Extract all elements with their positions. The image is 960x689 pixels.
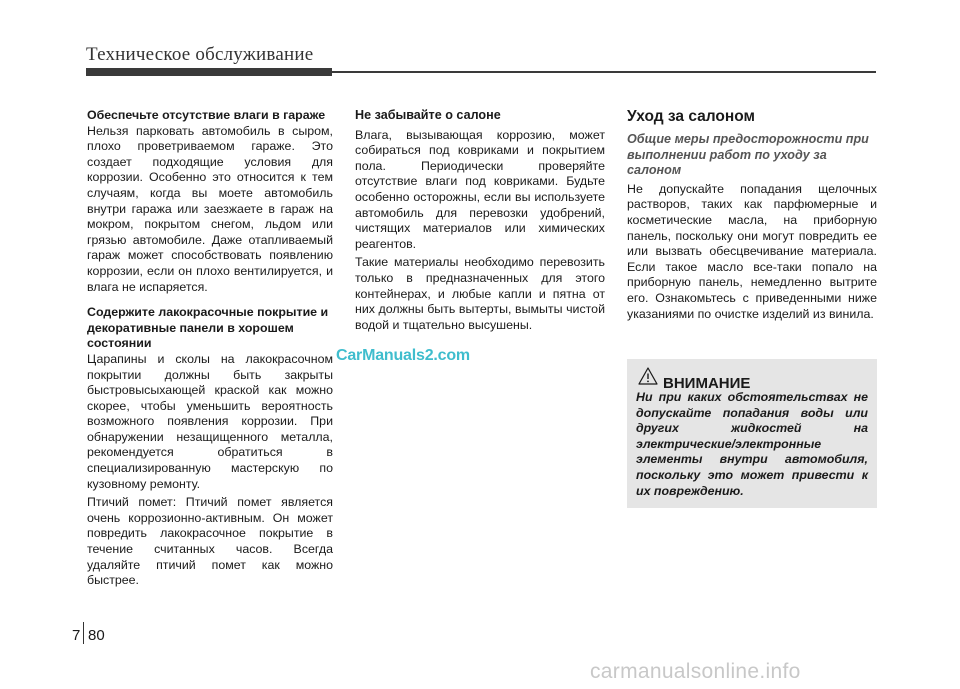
warning-box (627, 359, 877, 508)
column-3 (627, 108, 877, 322)
subsection-title-precautions: Общие меры предосторожности при выполнении работ по уходу за салоном (627, 132, 869, 178)
paragraph-paint: Царапины и сколы на лакокрасочном покрытии должны быть закрыты быстровысыхающей краской как можно скорее, чтобы уменьшить вероятность возможного появления коррозии. При обнаружении незащищенного металла, рекомендуется обратиться в специализированную мастерскую по кузовному ремонту. (87, 351, 333, 491)
paragraph-interior-moisture: Влага, вызывающая коррозию, может собираться под ковриками и покрытием пола. Периодически проверяйте отсутствие влаги под ковриками. Будьте особенно осторожны, если вы используете автомобиль для перевозки удобрений, чистящих материалов или химических реагентов. (355, 127, 605, 251)
warning-title: ВНИМАНИЕ (663, 375, 751, 392)
warning-triangle-icon (637, 365, 659, 392)
page-number: 80 (88, 627, 105, 644)
header-rule (332, 71, 876, 73)
paragraph-interior-care: Не допускайте попадания щелочных растворов, таких как парфюмерные и косметические масла, на приборную панель, поскольку они могут повредить ее или вызвать обесцвечивание материала. Если такое масло все-таки попало на приборную панель, немедленно вытрите его. Ознакомьтесь с приведенными ниже указаниями по очистке изделий из винила. (627, 181, 877, 321)
heading-paint-care: Содержите лакокрасочные покрытие и декоративные панели в хорошем состоянии (87, 305, 329, 351)
header-bar (86, 68, 332, 76)
warning-header (637, 365, 750, 392)
page-header-title: Техническое обслуживание (86, 44, 314, 65)
heading-moisture-garage: Обеспечьте отсутствие влаги в гараже (87, 108, 326, 122)
column-1 (87, 108, 333, 589)
watermark-carmanuals: CarManuals2.com (336, 347, 470, 364)
paragraph-containers: Такие материалы необходимо перевозить только в предназначенных для этого контейнерах, и любые капли и пятна от них должны быть вытерты, вымыты чистой водой и тщательно высушены. (355, 255, 605, 332)
heading-interior: Не забывайте о салоне (355, 108, 501, 122)
paragraph-garage: Нельзя парковать автомобиль в сыром, плохо проветриваемом гараже. Это создает подходящие условия для коррозии. Особенно это относится к тем случаям, когда вы моете автомобиль внутри гаража или заезжаете в гараж на мокром, покрытом снегом, льдом или грязью автомобиле. Даже отапливаемый гараж может способствовать появлению коррозии, если он плохо вентилируется, и влага не испаряется. (87, 123, 333, 294)
warning-text: Ни при каких обстоятельствах не допускайте попадания воды или других жидкостей на электрические/электронные элементы внутри автомобиля, поскольку это может привести к их повреждению. (636, 390, 868, 498)
section-title-interior-care: Уход за салоном (627, 108, 755, 125)
paragraph-bird-droppings: Птичий помет: Птичий помет является очень коррозионно-активным. Он может повредить лакокрасочное покрытие в течение считанных часов. Всегда удаляйте птичий помет как можно быстрее. (87, 495, 333, 588)
footer-watermark: carmanualsonline.info (590, 660, 801, 683)
page-number-divider (83, 622, 84, 644)
column-2 (355, 108, 605, 333)
chapter-number: 7 (72, 627, 81, 644)
